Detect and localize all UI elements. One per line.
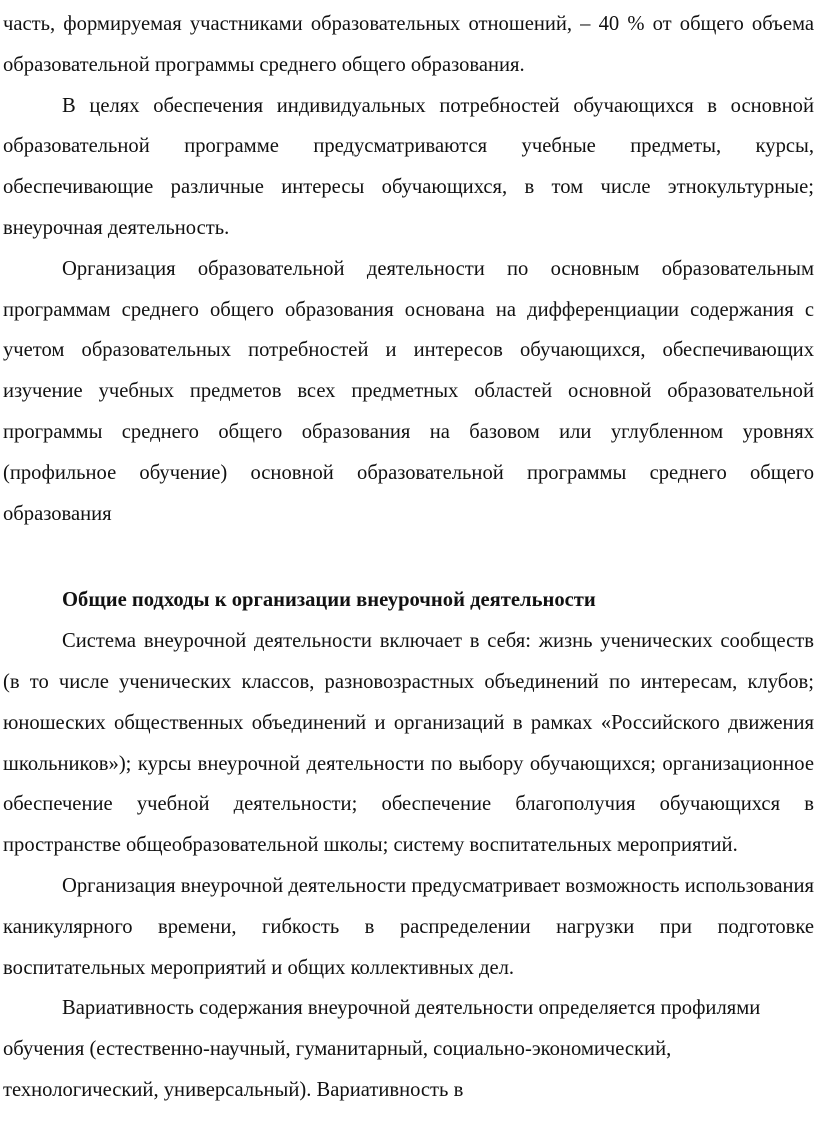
- paragraph-holidays: Организация внеурочной деятельности предусматривает возможность использования каникулярного времени, гибкость в распределении нагрузки при подготовке воспитательных мероприятий и общих коллективных дел.: [3, 874, 814, 979]
- document-page: [3, 0, 814, 1111]
- paragraph-system: Система внеурочной деятельности включает в себя: жизнь ученических сообществ (в то числе ученических классов, разновозрастных объединений по интересам, клубов; юношеских общественных объединений и организаций в рамках «Российского движения школьников»); курсы внеурочной деятельности по выбору обучающихся; организационное обеспечение учебной деятельности; обеспечение благополучия обучающихся в пространстве общеобразовательной школы; систему воспитательных мероприятий.: [3, 630, 814, 857]
- paragraph-organization: Организация образовательной деятельности по основным образовательным программам среднего общего образования основана на дифференциации содержания с учетом образовательных потребностей и интересов обучающихся, обеспечивающих изучение учебных предметов всех предметных областей основной образовательной программы среднего общего образования на базовом или углубленном уровнях (профильное обучение) основной образовательной программы среднего общего образования: [3, 257, 814, 525]
- paragraph-continuation: часть, формируемая участниками образовательных отношений, – 40 % от общего объема образовательной программы среднего общего образования.: [3, 13, 814, 76]
- paragraph-variability: Вариативность содержания внеурочной деятельности определяется профилями обучения (естественно-научный, гуманитарный, социально-экономический, технологический, универсальный). Вариативность в: [3, 997, 761, 1101]
- paragraph-individual-needs: В целях обеспечения индивидуальных потребностей обучающихся в основной образовательной программе предусматриваются учебные предметы, курсы, обеспечивающие различные интересы обучающихся, в том числе этнокультурные; внеурочная деятельность.: [3, 94, 814, 239]
- section-heading: Общие подходы к организации внеурочной деятельности: [62, 589, 596, 612]
